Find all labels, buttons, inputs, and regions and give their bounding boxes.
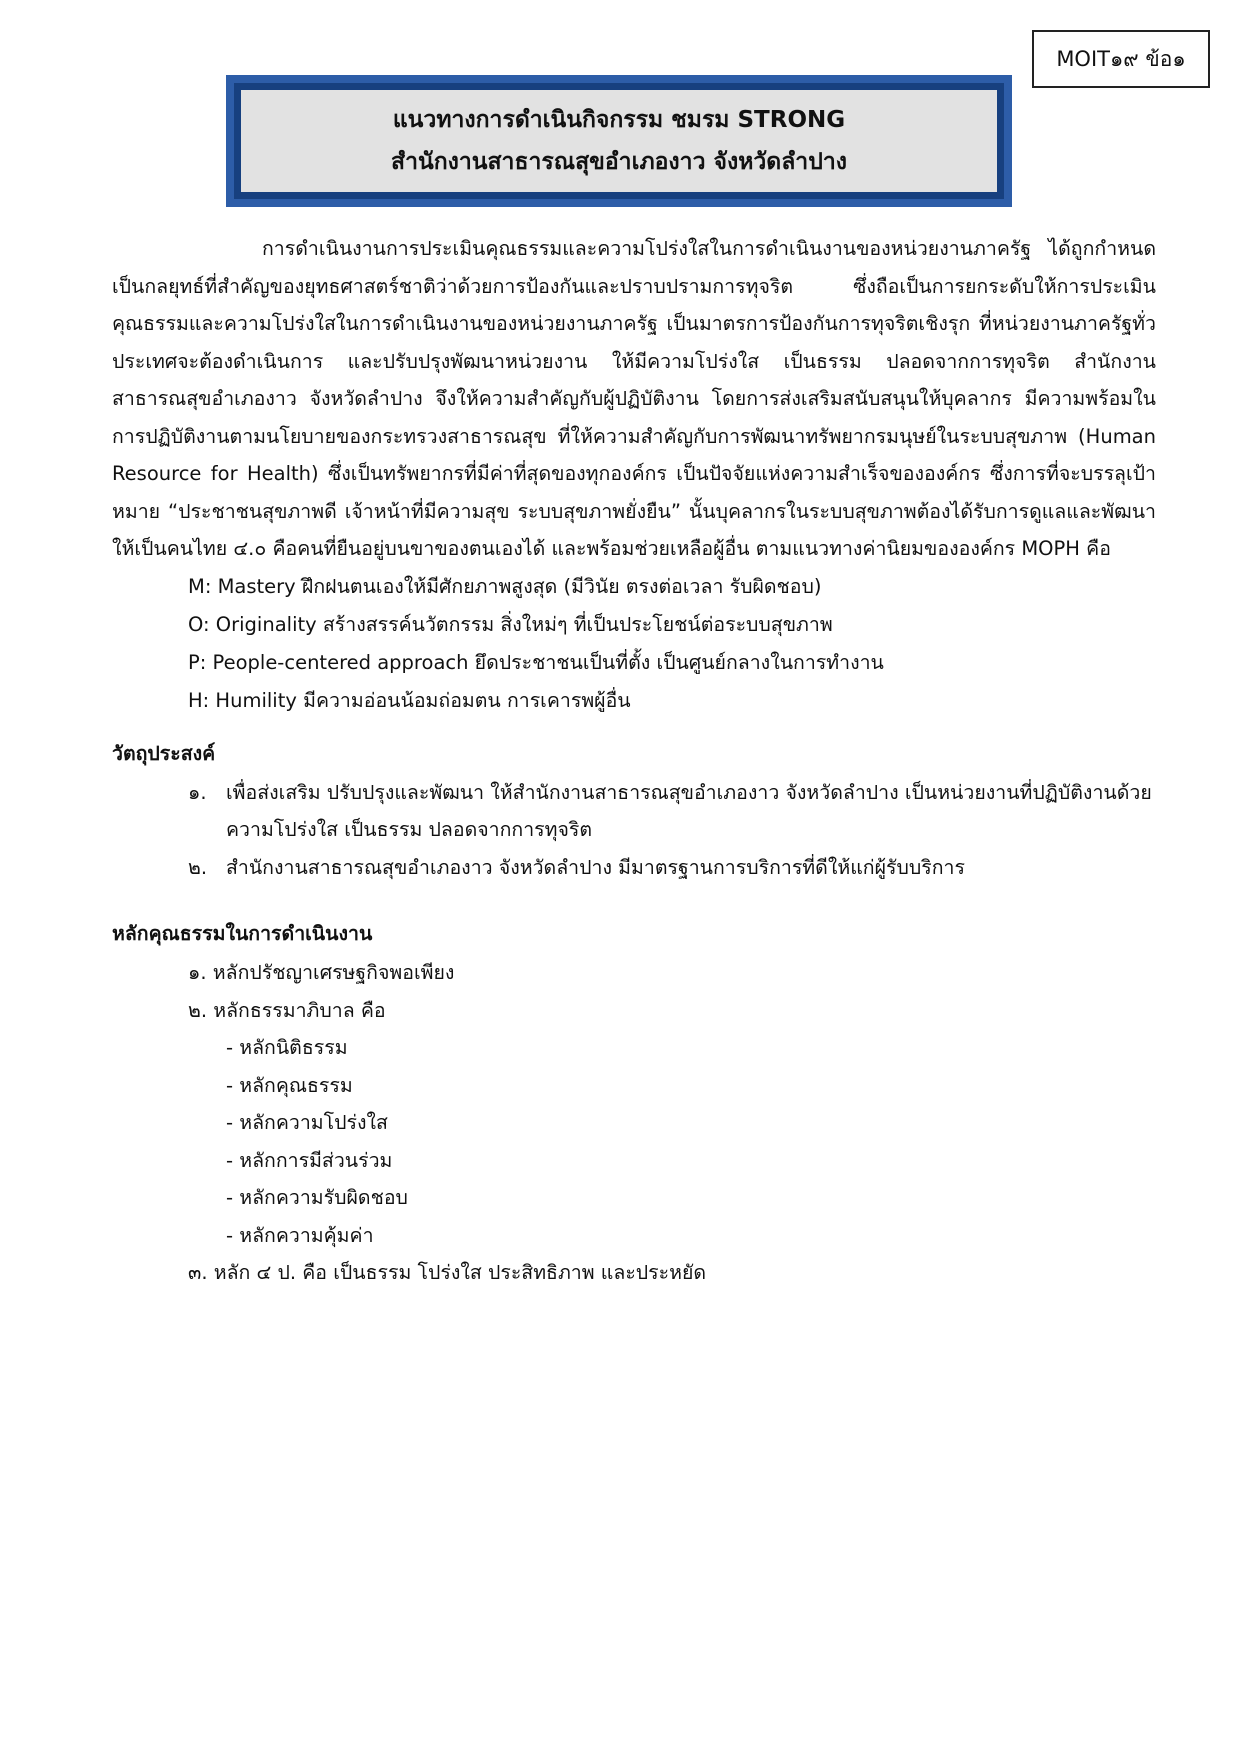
- document-body: [112, 230, 1156, 1292]
- moph-value-item: M: Mastery ฝึกฝนตนเองให้มีศักยภาพสูงสุด (มีวินัย ตรงต่อเวลา รับผิดชอบ): [188, 574, 822, 598]
- sub-principle-item: - หลักคุณธรรม: [226, 1073, 353, 1097]
- moph-value-item: H: Humility มีความอ่อนน้อมถ่อมตน การเคารพผู้อื่น: [188, 688, 631, 712]
- sub-principle-item: - หลักนิติธรรม: [226, 1036, 348, 1059]
- document-reference-box: [1032, 30, 1210, 88]
- moph-value-item: O: Originality สร้างสรรค์นวัตกรรม สิ่งใหม่ๆ ที่เป็นประโยชน์ต่อระบบสุขภาพ: [188, 612, 833, 636]
- document-reference-label: MOIT๑๙ ข้อ๑: [1056, 46, 1186, 71]
- principle-item-1: ๑. หลักปรัชญาเศรษฐกิจพอเพียง: [188, 961, 455, 984]
- objective-item: ๒. สำนักงานสาธารณสุขอำเภองาว จังหวัดลำปาง มีมาตรฐานการบริการที่ดีให้แก่ผู้รับบริการ: [188, 855, 965, 879]
- sub-principle-item: - หลักการมีส่วนร่วม: [226, 1148, 393, 1172]
- title-banner: [226, 75, 1012, 207]
- intro-paragraph: การดำเนินงานการประเมินคุณธรรมและความโปร่งใสในการดำเนินงานของหน่วยงานภาครัฐ ได้ถูกกำหนดเป็นกลยุทธ์ที่สำคัญของยุทธศาสตร์ชาติว่าด้วยการป้องกันและปราบปรามการทุจริต ซึ่งถือเป็นการยกระดับให้การประเมินคุณธรรมและความโปร่งใสในการดำเนินงานของหน่วยงานภาครัฐ เป็นมาตรการป้องกันการทุจริตเชิงรุก ที่หน่วยงานภาครัฐทั่วประเทศจะต้องดำเนินการ และปรับปรุงพัฒนาหน่วยงาน ให้มีความโปร่งใส เป็นธรรม ปลอดจากการทุจริต สำนักงานสาธารณสุขอำเภองาว จังหวัดลำปาง จึงให้ความสำคัญกับผู้ปฏิบัติงาน โดยการส่งเสริมสนับสนุนให้บุคลากร มีความพร้อมในการปฏิบัติงานตามนโยบายของกระทรวงสาธารณสุข ที่ให้ความสำคัญกับการพัฒนาทรัพยากรมนุษย์ในระบบสุขภาพ (Human Resource for Health) ซึ่งเป็นทรัพยากรที่มีค่าที่สุดของทุกองค์กร เป็นปัจจัยแห่งความสำเร็จขององค์กร ซึ่งการที่จะบรรลุเป้าหมาย “ประชาชนสุขภาพดี เจ้าหน้าที่มีความสุข ระบบสุขภาพยั่งยืน” นั้นบุคลากรในระบบสุขภาพต้องได้รับการดูแลและพัฒนาให้เป็นคนไทย ๔.๐ คือคนที่ยืนอยู่บนขาของตนเองได้ และพร้อมช่วยเหลือผู้อื่น ตามแนวทางค่านิยมขององค์กร MOPH คือ: [112, 237, 1156, 560]
- sub-principle-item: - หลักความคุ้มค่า: [226, 1223, 374, 1247]
- sub-principle-item: - หลักความโปร่งใส: [226, 1111, 388, 1134]
- moph-values-list: [112, 568, 1156, 720]
- moph-value-item: P: People-centered approach ยึดประชาชนเป็นที่ตั้ง เป็นศูนย์กลางในการทำงาน: [188, 650, 884, 674]
- objectives-list: [112, 774, 1156, 887]
- principle-item-3: ๓. หลัก ๔ ป. คือ เป็นธรรม โปร่งใส ประสิทธิภาพ และประหยัด: [188, 1261, 707, 1284]
- title-line-2: สำนักงานสาธารณสุขอำเภองาว จังหวัดลำปาง: [391, 149, 847, 175]
- principles-list: [112, 954, 1156, 1292]
- title-line-1: แนวทางการดำเนินกิจกรรม ชมรม STRONG: [392, 107, 846, 133]
- principles-heading: หลักคุณธรรมในการดำเนินงาน: [112, 922, 373, 945]
- good-governance-sublist: [188, 1029, 1156, 1254]
- sub-principle-item: - หลักความรับผิดชอบ: [226, 1186, 408, 1209]
- objectives-heading: วัตถุประสงค์: [112, 741, 216, 765]
- principle-item-2: ๒. หลักธรรมาภิบาล คือ: [188, 998, 386, 1022]
- objective-item: ๑. เพื่อส่งเสริม ปรับปรุงและพัฒนา ให้สำนักงานสาธารณสุขอำเภองาว จังหวัดลำปาง เป็นหน่วยงานที่ปฏิบัติงานด้วยความโปร่งใส เป็นธรรม ปลอดจากการทุจริต: [188, 780, 1152, 841]
